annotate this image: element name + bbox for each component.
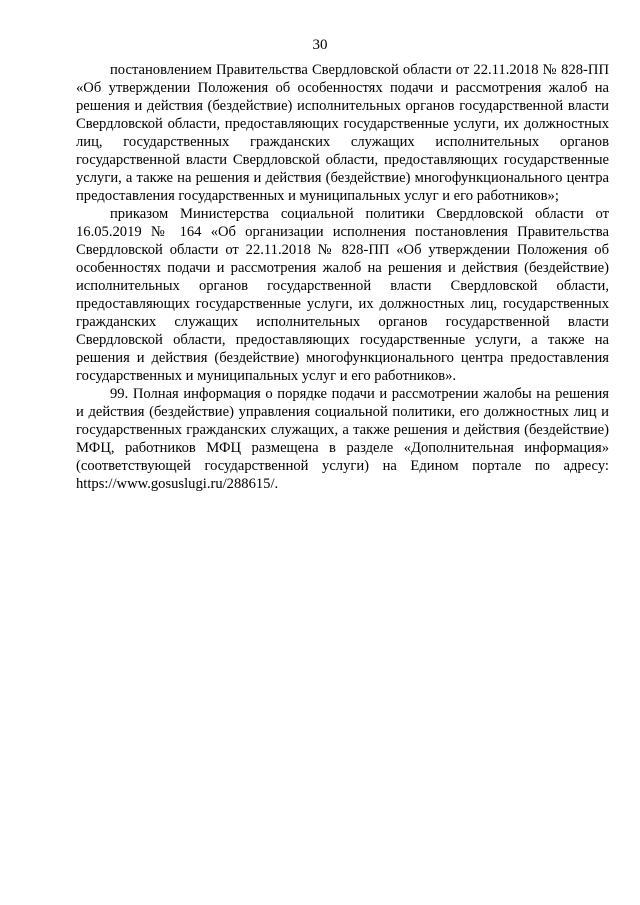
- document-body: [76, 61, 609, 493]
- paragraph-resolution-828pp: постановлением Правительства Свердловской области от 22.11.2018 № 828-ПП «Об утверждении Положения об особенностях подачи и рассмотрения жалоб на решения и действия (бездействие) исполнительных органов государственной власти Свердловской области, предоставляющих государственные услуги, их должностных лиц, государственных гражданских служащих исполнительных органов государственной власти Свердловской области, предоставляющих государственные услуги, а также на решения и действия (бездействие) многофункционального центра предоставления государственных и муниципальных услуг и его работников»;: [76, 62, 609, 204]
- paragraph-order-164: приказом Министерства социальной политики Свердловской области от 16.05.2019 № 164 «Об организации исполнения постановления Правительства Свердловской области от 22.11.2018 № 828-ПП «Об утверждении Положения об особенностях подачи и рассмотрения жалоб на решения и действия (бездействие) исполнительных органов государственной власти Свердловской области, предоставляющих государственные услуги, их должностных лиц, государственных гражданских служащих исполнительных органов государственной власти Свердловской области, предоставляющих государственные услуги, а также на решения и действия (бездействие) многофункционального центра предоставления государственных и муниципальных услуг и его работников».: [76, 206, 609, 384]
- paragraph-99-complaint-info: 99. Полная информация о порядке подачи и рассмотрении жалобы на решения и действия (бездействие) управления социальной политики, его должностных лиц и государственных гражданских служащих, а также решения и действия (бездействие) МФЦ, работников МФЦ размещена в разделе «Дополнительная информация» (соответствующей государственной услуги) на Едином портале по адресу: https://www.gosuslugi.ru/288615/.: [76, 386, 609, 492]
- page-number: 30: [312, 37, 328, 53]
